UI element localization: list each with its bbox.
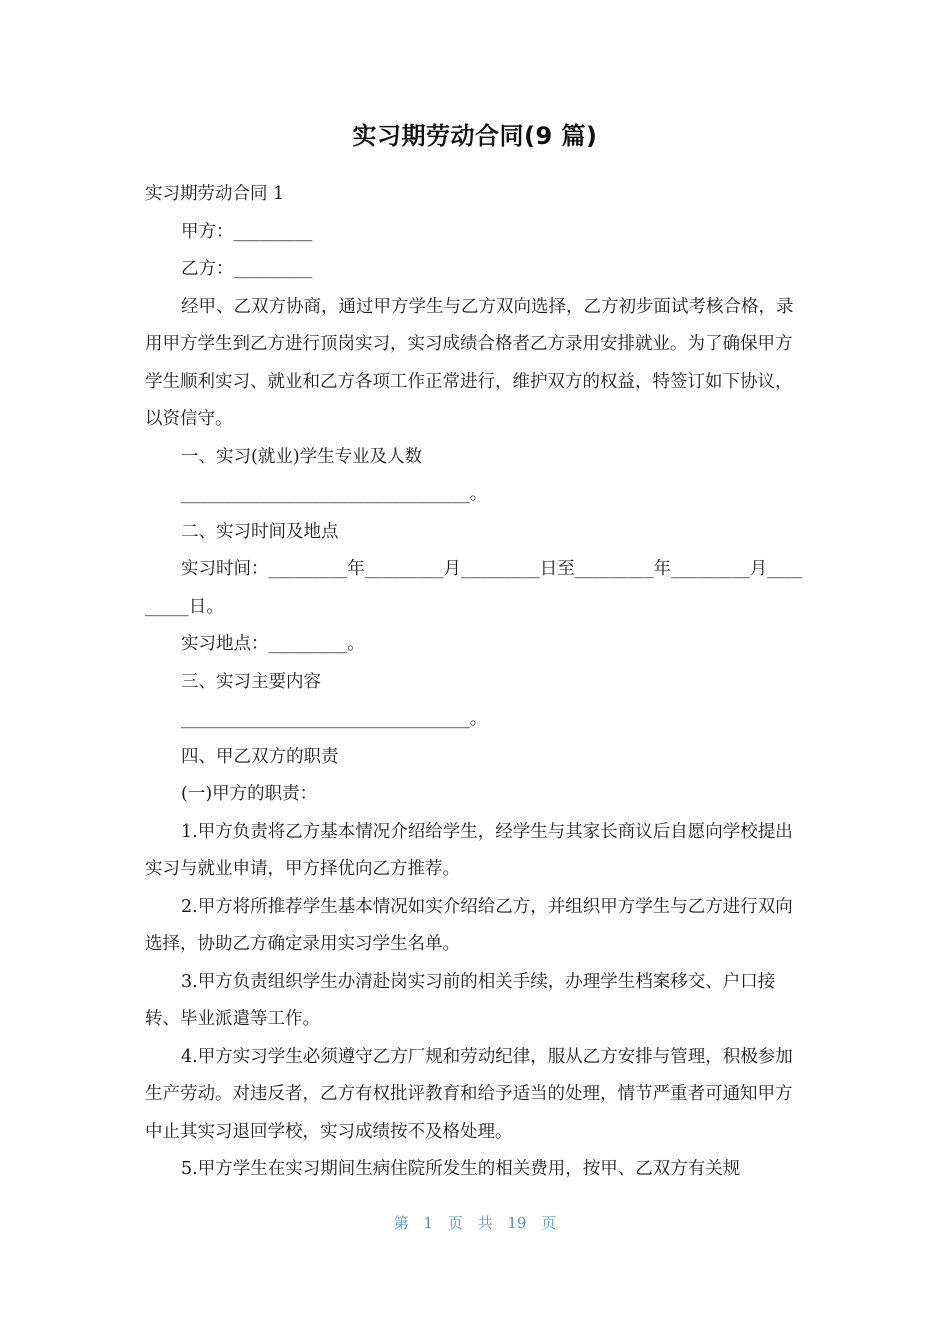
page-number: 第 1 页 共 19 页 (393, 1214, 557, 1232)
section-heading: 二、实习时间及地点 (181, 521, 339, 542)
paragraph: 甲方：_________ (181, 221, 313, 242)
paragraph: 实习地点：_________。 (181, 634, 365, 654)
document-title: 实习期劳动合同(9 篇) (352, 122, 598, 150)
paragraph: 实习期劳动合同 1 (145, 184, 285, 204)
paragraph: 4.甲方实习学生必须遵守乙方厂规和劳动纪律，服从乙方安排与管理，积极参加生产劳动。对违反者，乙方有权批评教育和给予适当的处理，情节严重者可通知甲方中止其实习退回学校，实习成绩按不及格处理。 (145, 1046, 793, 1142)
fill-in-blank: _________________________________。 (181, 484, 488, 504)
paragraph: 实习时间：_________年_________月_________日至_________年_________月_________日。 (145, 559, 803, 617)
fill-in-blank: _________________________________。 (181, 709, 488, 729)
subsection-heading: (一)甲方的职责： (181, 784, 318, 804)
paragraph: 2.甲方将所推荐学生基本情况如实介绍给乙方，并组织甲方学生与乙方进行双向选择，协助乙方确定录用实习学生名单。 (145, 896, 793, 954)
paragraph: 5.甲方学生在实习期间生病住院所发生的相关费用，按甲、乙双方有关规 (181, 1159, 741, 1179)
paragraph: 3.甲方负责组织学生办清赴岗实习前的相关手续，办理学生档案移交、户口接转、毕业派遣等工作。 (145, 971, 776, 1029)
section-heading: 三、实习主要内容 (181, 671, 321, 692)
paragraph: 经甲、乙双方协商，通过甲方学生与乙方双向选择，乙方初步面试考核合格，录用甲方学生到乙方进行顶岗实习，实习成绩合格者乙方录用安排就业。为了确保甲方学生顺利实习、就业和乙方各项工作正常进行，维护双方的权益，特签订如下协议，以资信守。 (145, 296, 794, 429)
section-heading: 一、实习(就业)学生专业及人数 (181, 446, 423, 467)
document-body (145, 176, 805, 1189)
paragraph: 乙方：_________ (181, 259, 313, 279)
section-heading: 四、甲乙双方的职责 (181, 746, 339, 767)
paragraph: 1.甲方负责将乙方基本情况介绍给学生，经学生与其家长商议后自愿向学校提出实习与就业申请，甲方择优向乙方推荐。 (145, 821, 793, 879)
